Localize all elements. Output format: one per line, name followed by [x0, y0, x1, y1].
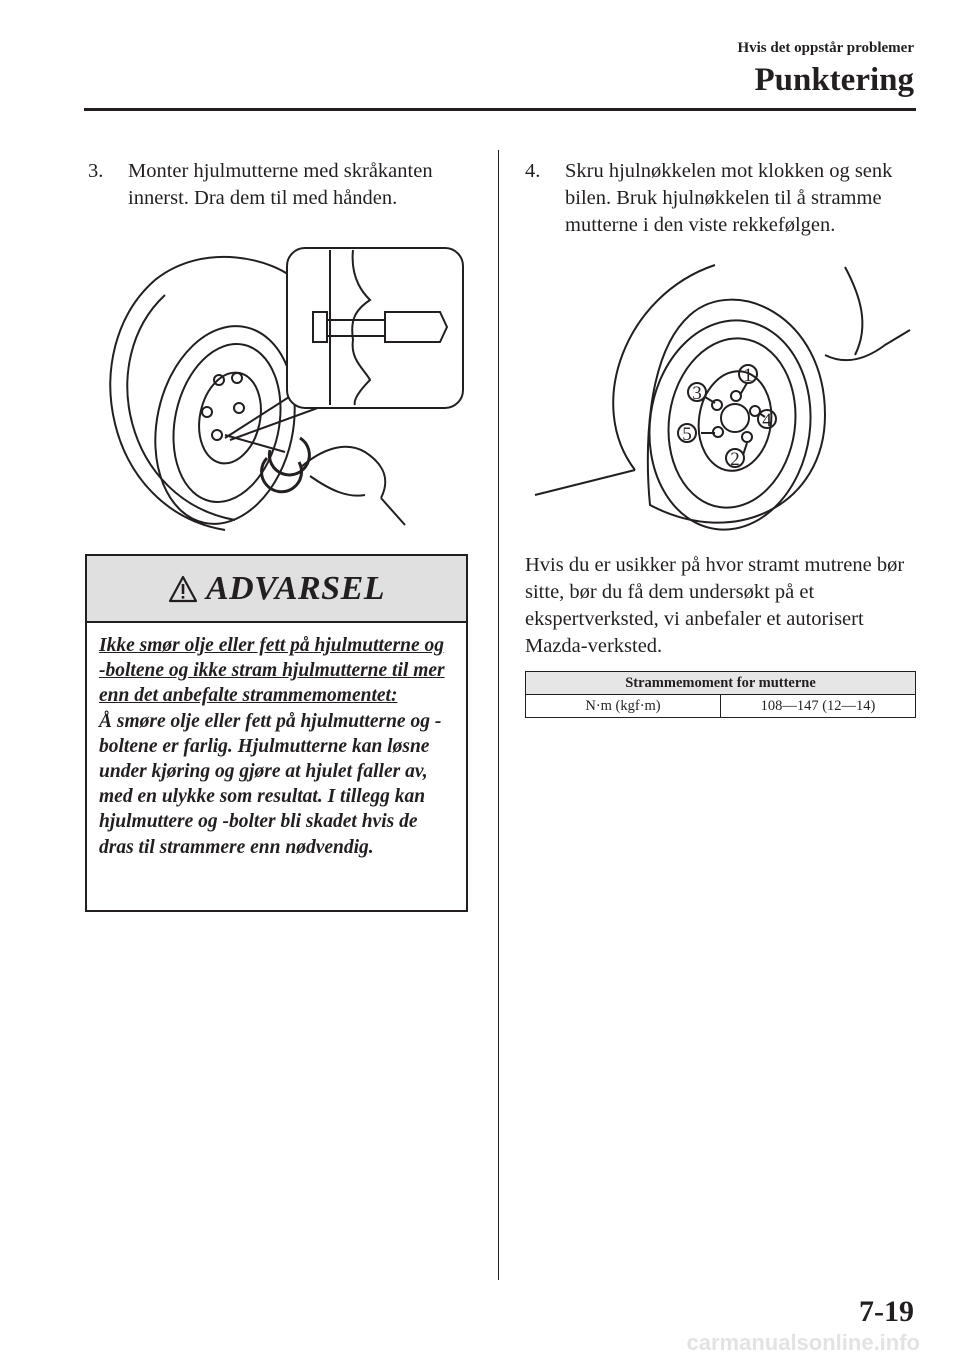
warning-header	[87, 556, 466, 623]
step-text: Monter hjulmutterne med skråkanten innerst. Dra dem til med hånden.	[128, 160, 433, 209]
warning-heading: Ikke smør olje eller fett på hjulmutterne og -boltene og ikke stram hjulmutterne til mer enn det anbefalte strammemomentet:	[99, 635, 445, 707]
header-rule	[84, 108, 916, 111]
warning-body	[87, 623, 466, 860]
watermark: carmanualsonline.info	[686, 1330, 920, 1355]
table-cell-unit: N·m (kgf·m)	[526, 695, 721, 718]
order-label-3: 3	[692, 383, 702, 404]
warning-text: Å smøre olje eller fett på hjulmutterne og -boltene er farlig. Hjulmutterne kan løsne under kjøring og gjøre at hjulet faller av, med en ulykke som resultat. I tillegg kan hjulmuttere og -bolter bli skadet hvis de dras til strammere enn nødvendig.	[99, 710, 442, 858]
step-text: Skru hjulnøkkelen mot klokken og senk bilen. Bruk hjulnøkkelen til å stramme mutterne i den viste rekkefølgen.	[565, 160, 893, 236]
torque-table	[525, 671, 916, 718]
order-label-2: 2	[730, 449, 740, 470]
table-header-row	[526, 672, 916, 695]
order-label-1: 1	[743, 365, 753, 386]
table-row	[526, 695, 916, 718]
warning-box	[85, 554, 468, 912]
chapter-title: Punktering	[754, 62, 914, 98]
table-header: Strammemoment for mutterne	[526, 672, 916, 695]
section-label: Hvis det oppstår problemer	[737, 40, 914, 56]
warning-title: ADVARSEL	[205, 569, 386, 607]
step-4	[525, 158, 920, 239]
order-label-4: 4	[762, 410, 772, 431]
order-label-5: 5	[682, 424, 692, 445]
warning-triangle-icon	[168, 575, 198, 603]
wheel-nut-install-illustration	[85, 240, 470, 535]
step-number: 4.	[525, 160, 541, 182]
column-divider	[498, 150, 499, 1280]
step-number: 3.	[88, 160, 104, 182]
page-number: 7-19	[859, 1295, 914, 1328]
table-cell-value: 108—147 (12—14)	[721, 695, 916, 718]
step-3	[88, 158, 478, 212]
tightening-order-diagram	[525, 255, 915, 545]
torque-advice-paragraph: Hvis du er usikker på hvor stramt mutrene bør sitte, bør du få dem undersøkt på et ekspertverksted, vi anbefaler et autorisert Mazda-verksted.	[525, 554, 905, 657]
